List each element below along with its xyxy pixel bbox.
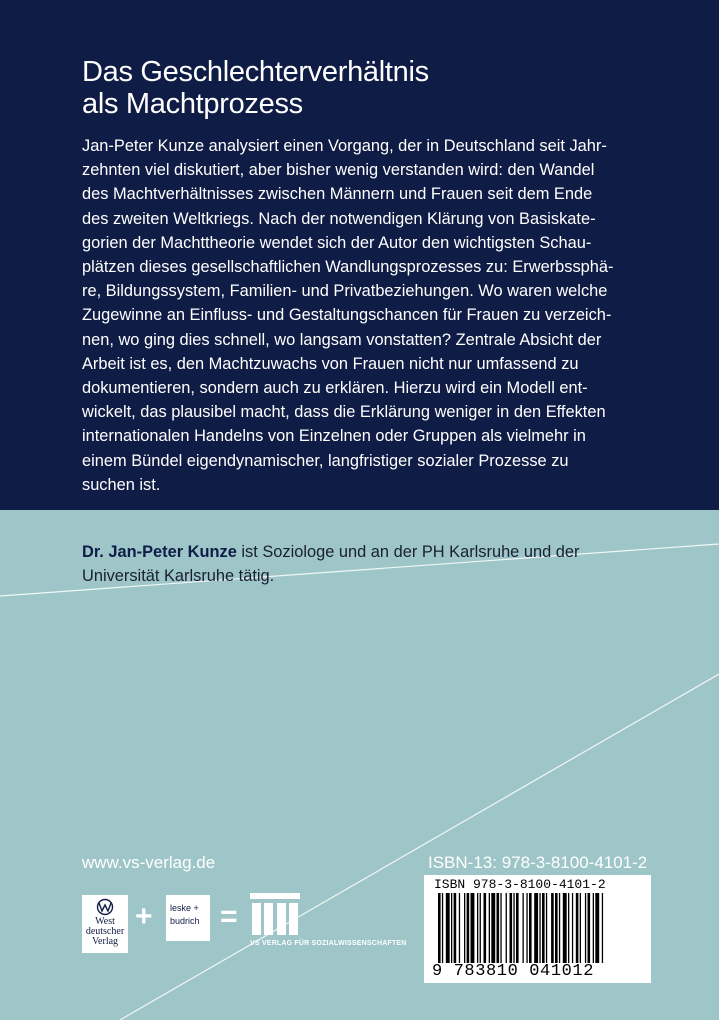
isbn-label: ISBN-13: 978-3-8100-4101-2 bbox=[428, 853, 648, 872]
wdv-logo-line: deutscher bbox=[85, 926, 125, 937]
description-line: internationalen Handelns von Einzelnen oder Gruppen als vielmehr in bbox=[82, 427, 586, 446]
description-line: des Machtverhältnisses zwischen Männern und Frauen seit dem Ende bbox=[82, 185, 593, 204]
wdv-emblem-icon bbox=[94, 898, 116, 916]
description-line: zehnten viel diskutiert, aber bisher wenig verstanden wird: den Wandel bbox=[82, 161, 595, 180]
barcode-digits: 9 783810 041012 bbox=[432, 962, 595, 981]
leske-budrich-logo bbox=[166, 895, 210, 941]
publisher-website-link[interactable]: www.vs-verlag.de bbox=[82, 853, 216, 872]
description-line: dokumentieren, sondern auch zu erklären. Hierzu wird ein Modell ent- bbox=[82, 379, 588, 398]
description-line: nen, wo ging dies schnell, wo langsam vonstatten? Zentrale Absicht der bbox=[82, 330, 602, 349]
description-line: Jan-Peter Kunze analysiert einen Vorgang, der in Deutschland seit Jahr- bbox=[82, 137, 607, 155]
author-bio-text: ist Soziologe und an der PH Karlsruhe und der bbox=[236, 543, 580, 561]
book-title bbox=[82, 56, 429, 120]
wdv-logo-line: Verlag bbox=[91, 936, 119, 947]
wdv-logo-line: West bbox=[95, 916, 115, 927]
plus-sign: + bbox=[135, 900, 153, 933]
description-line: einem Bündel eigendynamischer, langfristiger sozialer Prozesse zu bbox=[82, 451, 569, 470]
description-line: Arbeit ist es, den Machtzuwachs von Frauen nicht nur umfassend zu bbox=[82, 354, 579, 373]
author-bio-line-2: Universität Karlsruhe tätig. bbox=[82, 567, 275, 585]
barcode-bars bbox=[434, 893, 642, 965]
title-line-2: als Machtprozess bbox=[82, 88, 303, 120]
lb-logo-line-2: budrich bbox=[170, 916, 200, 926]
barcode-top-text: ISBN 978-3-8100-4101-2 bbox=[434, 877, 606, 892]
title-line-1: Das Geschlechterverhältnis bbox=[82, 56, 429, 88]
description-line: gorien der Machttheorie wendet sich der Autor den wichtigsten Schau- bbox=[82, 233, 592, 252]
westdeutscher-verlag-logo bbox=[82, 895, 128, 953]
author-name: Dr. Jan-Peter Kunze bbox=[82, 543, 237, 561]
description-line: re, Bildungssystem, Familien- und Privatbeziehungen. Wo waren welche bbox=[82, 282, 608, 301]
description-line: Zugewinne an Einfluss- und Gestaltungschancen für Frauen zu verzeich- bbox=[82, 306, 612, 325]
lb-logo-line-1: leske + bbox=[170, 903, 199, 913]
equals-sign: = bbox=[220, 900, 238, 933]
isbn-barcode bbox=[424, 875, 651, 983]
description-line: des zweiten Weltkriegs. Nach der notwendigen Klärung von Basiskate- bbox=[82, 209, 596, 228]
description-line: plätzen dieses gesellschaftlichen Wandlungsprozesses zu: Erwerbssphä- bbox=[82, 258, 614, 277]
book-description bbox=[82, 134, 642, 497]
description-line: wickelt, das plausibel macht, dass die Erklärung weniger in den Effekten bbox=[82, 403, 606, 422]
author-bio bbox=[82, 540, 682, 588]
vs-verlag-subtitle: VS VERLAG FÜR SOZIALWISSENSCHAFTEN bbox=[250, 940, 407, 947]
author-bio-line-1 bbox=[82, 540, 682, 564]
description-line: suchen ist. bbox=[82, 475, 161, 494]
vs-verlag-logo-icon bbox=[250, 893, 300, 935]
